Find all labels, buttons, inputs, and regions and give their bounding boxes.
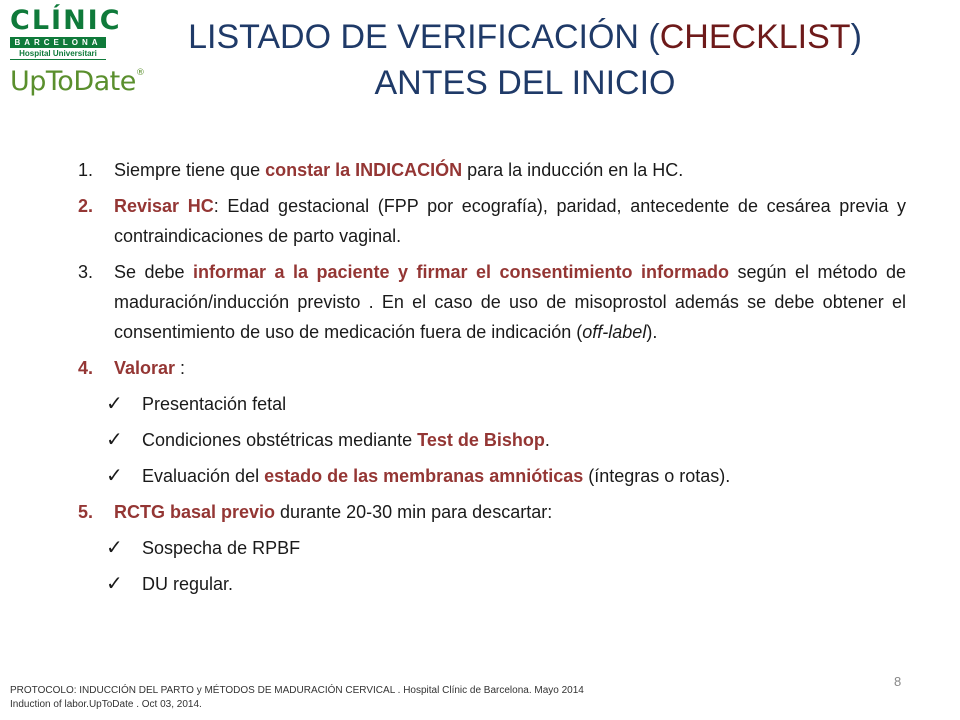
title-line-1 xyxy=(170,14,880,60)
slide-title xyxy=(170,14,880,106)
page-number: 8 xyxy=(894,674,902,689)
uptodate-logo xyxy=(10,66,144,97)
footer-line-2: Induction of labor.UpToDate . Oct 03, 2014. xyxy=(10,699,202,710)
footer-line-1: PROTOCOLO: INDUCCIÓN DEL PARTO y MÉTODOS DE MADURACIÓN CERVICAL . Hospital Clínic de Barcelona. Mayo 2014 xyxy=(10,685,584,696)
checklist-item-4 xyxy=(78,353,906,383)
item-highlight: Revisar HC xyxy=(114,196,214,216)
check-icon: ✓ xyxy=(106,537,123,559)
check-icon: ✓ xyxy=(106,393,123,415)
clinic-logo xyxy=(10,5,122,60)
item-highlight: Test de Bishop xyxy=(417,430,545,450)
rctg-check-1 xyxy=(106,533,906,563)
checklist-item-2 xyxy=(78,191,906,251)
valorar-check-1 xyxy=(106,389,906,419)
item-text: Se debe informar a la paciente y firmar el consentimiento informado según el método de maduración/inducción previsto . En el caso de uso de misoprostol además se debe obtener el consentimiento de uso de medicación fuera de indicación (off-label). xyxy=(114,262,907,342)
uptodate-logo-text: UpToDate xyxy=(10,66,136,97)
check-text: Sospecha de RPBF xyxy=(142,538,301,558)
checklist-item-1 xyxy=(78,155,906,185)
check-text: DU regular. xyxy=(142,574,234,594)
item-text: RCTG basal previo durante 20-30 min para descartar: xyxy=(114,502,553,522)
item-text: Siempre tiene que constar la INDICACIÓN para la inducción en la HC. xyxy=(114,160,684,180)
clinic-logo-name: CLÍNIC xyxy=(10,5,122,36)
item-number: 5. xyxy=(78,502,94,522)
item-number: 3. xyxy=(78,262,94,282)
check-text: Presentación fetal xyxy=(142,394,287,414)
checklist-item-3 xyxy=(78,257,906,347)
clinic-logo-city: BARCELONA xyxy=(10,37,106,48)
check-icon: ✓ xyxy=(106,573,123,595)
item-highlight: estado de las membranas amnióticas xyxy=(264,466,584,486)
item-italic: off-label xyxy=(582,322,647,342)
item-number: 2. xyxy=(78,196,94,216)
valorar-check-2 xyxy=(106,425,906,455)
item-highlight: Valorar xyxy=(114,358,176,378)
valorar-check-3 xyxy=(106,461,906,491)
check-text: Evaluación del estado de las membranas amnióticas (íntegras o rotas). xyxy=(142,466,731,486)
title-prefix: LISTADO DE VERIFICACIÓN ( xyxy=(188,18,660,56)
checklist xyxy=(78,155,906,605)
item-text: Revisar HC: Edad gestacional (FPP por ecografía), paridad, antecedente de cesárea previa y contraindicaciones de parto vaginal. xyxy=(114,196,906,246)
item-highlight: RCTG basal previo xyxy=(114,502,276,522)
item-highlight: informar a la paciente y firmar el consentimiento informado xyxy=(193,262,729,282)
registered-mark: ® xyxy=(135,68,145,78)
footer-citation xyxy=(10,684,584,712)
item-text: Valorar : xyxy=(114,358,186,378)
title-suffix: ) xyxy=(850,18,862,56)
title-line-2: ANTES DEL INICIO xyxy=(374,64,676,102)
rctg-check-2 xyxy=(106,569,906,599)
checklist-item-5 xyxy=(78,497,906,527)
clinic-logo-subtitle: Hospital Universitari xyxy=(10,48,106,60)
check-icon: ✓ xyxy=(106,465,123,487)
check-icon: ✓ xyxy=(106,429,123,451)
item-number: 1. xyxy=(78,160,94,180)
item-number: 4. xyxy=(78,358,94,378)
check-text: Condiciones obstétricas mediante Test de Bishop. xyxy=(142,430,550,450)
item-highlight: constar la INDICACIÓN xyxy=(265,160,463,180)
title-accent: CHECKLIST xyxy=(659,18,851,56)
